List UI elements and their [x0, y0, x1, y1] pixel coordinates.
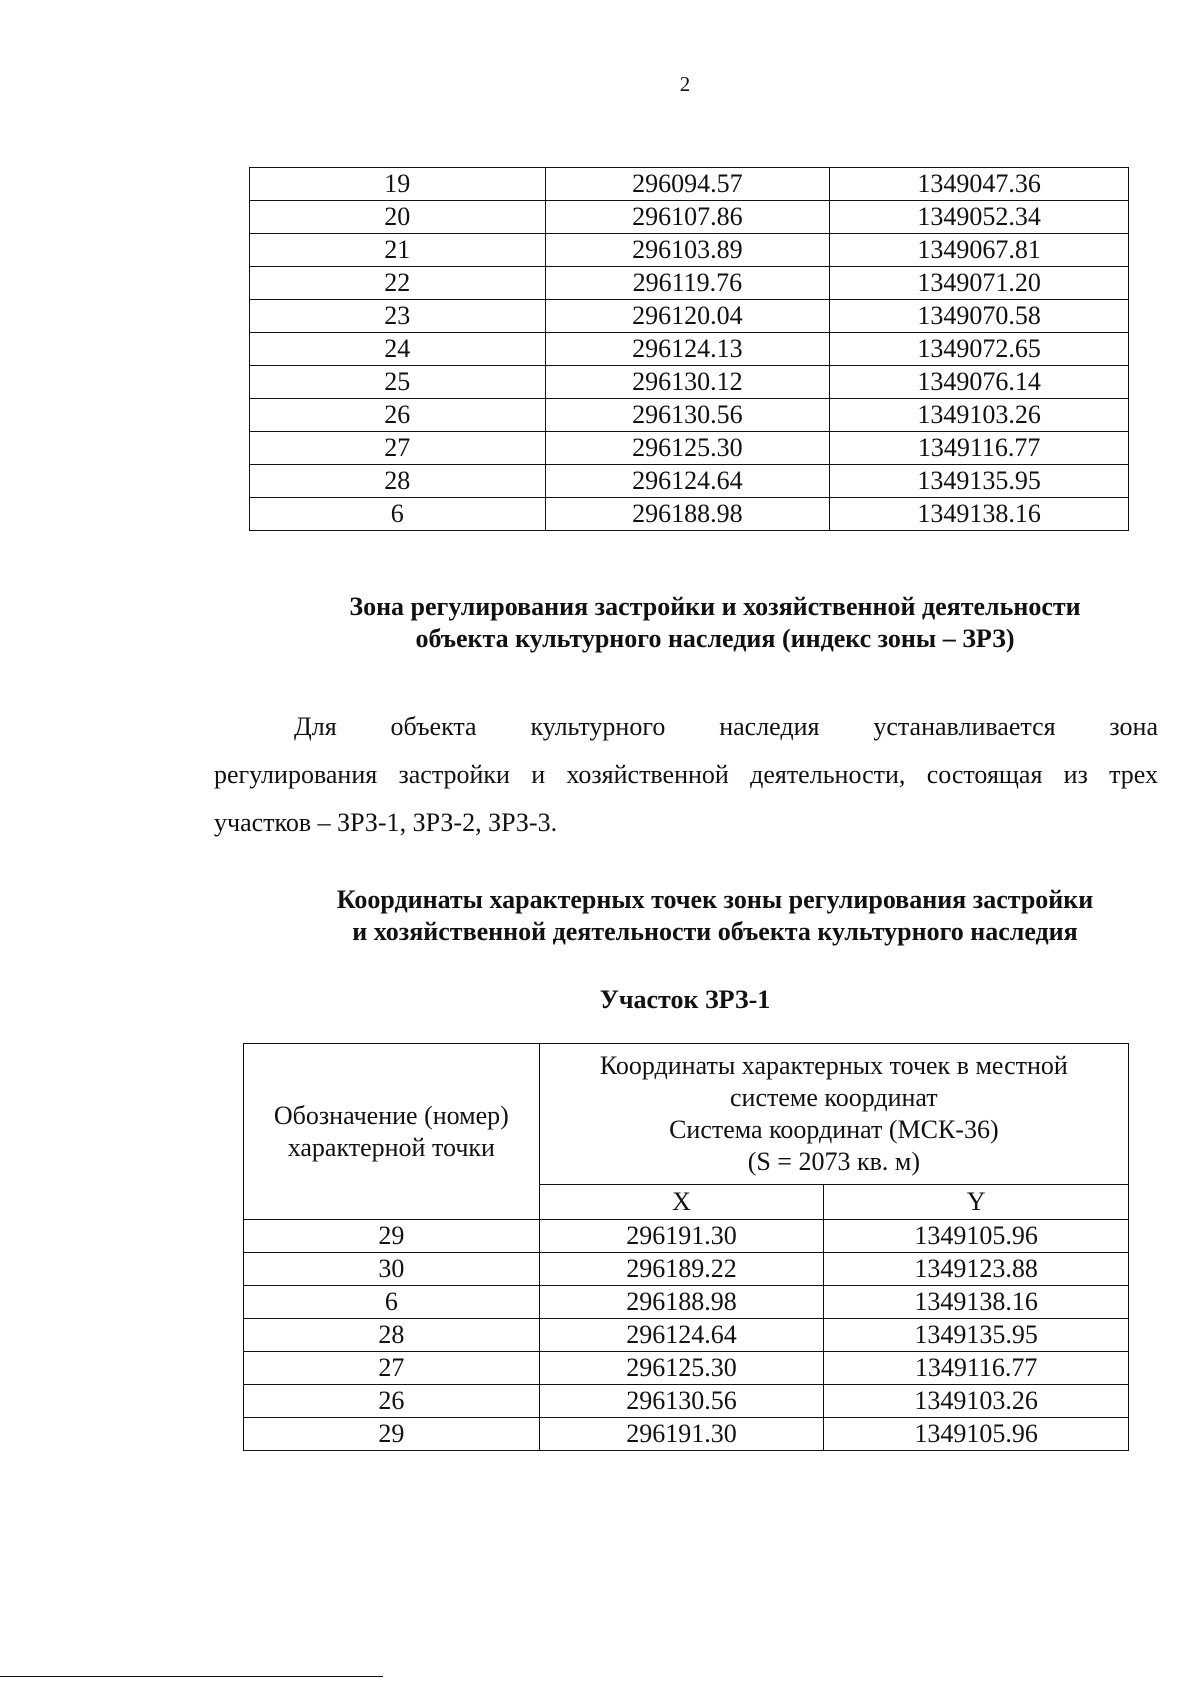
table-row [250, 432, 1129, 465]
point-number-cell: 22 [250, 267, 546, 300]
x-coordinate-cell: 296124.64 [539, 1319, 824, 1352]
coordinates-heading-line1: Координаты характерных точек зоны регулирования застройки [336, 885, 1094, 914]
point-number-header-line1: Обозначение (номер) [273, 1100, 509, 1130]
table-row [250, 234, 1129, 267]
y-coordinate-cell: 1349067.81 [830, 234, 1129, 267]
y-coordinate-cell: 1349103.26 [824, 1385, 1129, 1418]
x-coordinate-cell: 296191.30 [539, 1220, 824, 1253]
paragraph-line3: участков – ЗРЗ-1, ЗРЗ-2, ЗРЗ-3. [214, 808, 558, 837]
y-coordinate-cell: 1349138.16 [824, 1286, 1129, 1319]
table-row [250, 267, 1129, 300]
y-coordinate-cell: 1349116.77 [830, 432, 1129, 465]
zone-heading [260, 591, 1170, 655]
point-number-cell: 19 [250, 168, 546, 201]
paragraph-line1: Для объекта культурного наследия устанавливается зона [294, 712, 1158, 741]
x-coordinate-cell: 296130.56 [539, 1385, 824, 1418]
page-number: 2 [679, 72, 691, 96]
point-number-cell: 24 [250, 333, 546, 366]
table2-header [244, 1044, 1129, 1220]
x-coordinate-cell: 296130.56 [545, 399, 830, 432]
table-row [244, 1418, 1129, 1451]
y-coordinate-cell: 1349070.58 [830, 300, 1129, 333]
point-number-cell: 29 [244, 1220, 540, 1253]
point-number-cell: 26 [244, 1385, 540, 1418]
coordinates-table-continued [249, 167, 1129, 531]
coordinates-heading [260, 884, 1170, 948]
point-number-header-line2: характерной точки [287, 1132, 495, 1162]
x-column-header: X [539, 1185, 824, 1220]
y-coordinate-cell: 1349116.77 [824, 1352, 1129, 1385]
table-row [250, 366, 1129, 399]
y-coordinate-cell: 1349135.95 [830, 465, 1129, 498]
coordinates-heading-line2: и хозяйственной деятельности объекта культурного наследия [352, 917, 1078, 946]
y-coordinate-cell: 1349072.65 [830, 333, 1129, 366]
section-heading: Участок ЗРЗ-1 [599, 985, 771, 1014]
point-number-cell: 21 [250, 234, 546, 267]
table-row [250, 465, 1129, 498]
point-number-cell: 27 [244, 1352, 540, 1385]
table-row [244, 1319, 1129, 1352]
y-column-header: Y [824, 1185, 1129, 1220]
table1-body [250, 168, 1129, 531]
point-number-cell: 6 [244, 1286, 540, 1319]
x-coordinate-cell: 296125.30 [545, 432, 830, 465]
x-coordinate-cell: 296094.57 [545, 168, 830, 201]
coordinate-system-header-line4: (S = 2073 кв. м) [747, 1147, 920, 1176]
x-coordinate-cell: 296130.12 [545, 366, 830, 399]
point-number-cell: 27 [250, 432, 546, 465]
table-row [250, 498, 1129, 531]
table-row [244, 1253, 1129, 1286]
x-coordinate-cell: 296188.98 [539, 1286, 824, 1319]
y-coordinate-cell: 1349103.26 [830, 399, 1129, 432]
point-number-cell: 29 [244, 1418, 540, 1451]
point-number-cell: 20 [250, 201, 546, 234]
coordinate-system-header [539, 1044, 1128, 1185]
point-number-cell: 6 [250, 498, 546, 531]
table2-body [244, 1220, 1129, 1451]
point-number-cell: 23 [250, 300, 546, 333]
table-row [250, 333, 1129, 366]
coordinates-table-zrz1 [243, 1043, 1129, 1451]
point-number-cell: 28 [250, 465, 546, 498]
table-row [244, 1286, 1129, 1319]
x-coordinate-cell: 296125.30 [539, 1352, 824, 1385]
table-row [244, 1385, 1129, 1418]
y-coordinate-cell: 1349052.34 [830, 201, 1129, 234]
point-number-header [244, 1044, 540, 1220]
zone-heading-line1: Зона регулирования застройки и хозяйственной деятельности [349, 592, 1081, 621]
x-coordinate-cell: 296189.22 [539, 1253, 824, 1286]
paragraph-line2: регулирования застройки и хозяйственной деятельности, состоящая из трех [214, 760, 1158, 789]
table-row [244, 1220, 1129, 1253]
y-coordinate-cell: 1349105.96 [824, 1418, 1129, 1451]
y-coordinate-cell: 1349076.14 [830, 366, 1129, 399]
point-number-cell: 28 [244, 1319, 540, 1352]
x-coordinate-cell: 296119.76 [545, 267, 830, 300]
table-row [250, 399, 1129, 432]
y-coordinate-cell: 1349047.36 [830, 168, 1129, 201]
table-row [250, 300, 1129, 333]
coordinate-system-header-line3: Система координат (МСК-36) [669, 1115, 999, 1144]
x-coordinate-cell: 296124.64 [545, 465, 830, 498]
table-row [250, 168, 1129, 201]
coordinate-system-header-line1: Координаты характерных точек в местной [599, 1051, 1068, 1080]
y-coordinate-cell: 1349138.16 [830, 498, 1129, 531]
point-number-cell: 25 [250, 366, 546, 399]
y-coordinate-cell: 1349135.95 [824, 1319, 1129, 1352]
x-coordinate-cell: 296124.13 [545, 333, 830, 366]
point-number-cell: 30 [244, 1253, 540, 1286]
footnote-rule [0, 1676, 383, 1677]
x-coordinate-cell: 296120.04 [545, 300, 830, 333]
x-coordinate-cell: 296103.89 [545, 234, 830, 267]
y-coordinate-cell: 1349105.96 [824, 1220, 1129, 1253]
x-coordinate-cell: 296191.30 [539, 1418, 824, 1451]
y-coordinate-cell: 1349071.20 [830, 267, 1129, 300]
x-coordinate-cell: 296188.98 [545, 498, 830, 531]
point-number-cell: 26 [250, 399, 546, 432]
zone-heading-line2: объекта культурного наследия (индекс зоны – ЗРЗ) [415, 624, 1015, 653]
coordinate-system-header-line2: системе координат [730, 1083, 938, 1112]
y-coordinate-cell: 1349123.88 [824, 1253, 1129, 1286]
table-row [244, 1352, 1129, 1385]
table-row [250, 201, 1129, 234]
x-coordinate-cell: 296107.86 [545, 201, 830, 234]
zone-description-paragraph [214, 703, 1158, 847]
